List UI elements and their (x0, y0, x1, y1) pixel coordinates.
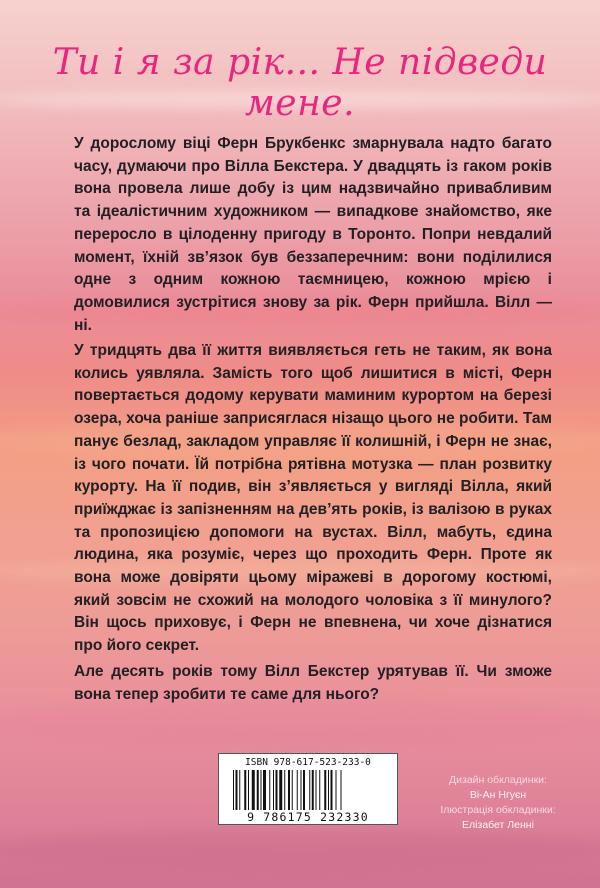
barcode-bar (263, 770, 266, 810)
barcode-bar (297, 770, 298, 810)
barcode-bar (276, 770, 278, 810)
blurb-paragraph-2: У тридцять два її життя виявляється геть не таким, як вона колись уявляла. Замість того щоб лишитися в місті, Ферн повертається додому керувати маминим курортом на березі озера, хоча раніше заприсяглася нізащо цього не робити. Там панує безлад, закладом управляє її колишній, і Ферн не знає, із чого почати. Їй потрібна рятівна мотузка — план розвитку курорту. На її подив, він з’являється у вигляді Вілла, який приїжджає із запізненням на дев’ять років, із валізою в руках та пропозицією допомоги на вустах. Вілл, мабуть, єдина людина, яка розуміє, через що проходить Ферн. Проте як вона може довіряти цьому міражеві в дорогому костюмі, який зовсім не схожий на молодого чоловіка з її минулого? Він щось приховує, і Ферн не впевнена, чи хоче дізнатися про його секрет. (74, 342, 552, 655)
barcode-bar (257, 770, 259, 810)
barcode-bar (303, 770, 305, 810)
barcode-bar (331, 770, 333, 810)
paint-streak (0, 700, 600, 750)
barcode-bar (248, 770, 249, 810)
barcode-bar (341, 770, 342, 810)
barcode-bar (319, 770, 320, 810)
barcode-bar (324, 770, 326, 810)
tagline: Ти і я за рік... Не підведи мене. (52, 42, 548, 124)
blurb-paragraph-3: Але десять років тому Вілл Бекстер урятував її. Чи зможе вона тепер зробити те саме для нього? (74, 663, 552, 703)
illustration-role: Ілюстрація обкладинки: (440, 804, 556, 816)
barcode-bar (273, 770, 274, 810)
barcode-bar (301, 770, 302, 810)
barcode-bar (336, 770, 337, 810)
barcode-bar (269, 770, 270, 810)
barcode-block (218, 753, 398, 825)
illustration-name: Елізабет Ленні (462, 819, 534, 831)
cover-design-role: Дизайн обкладинки: (449, 774, 547, 786)
cover-design-name: Ві-Ан Нгуєн (469, 789, 527, 801)
barcode-bars (233, 770, 389, 810)
barcode-bar (261, 770, 262, 810)
paint-streak (0, 830, 600, 870)
barcode-bar (312, 770, 314, 810)
barcode-bar (239, 770, 240, 810)
barcode-bar (288, 770, 290, 810)
cover-credits (398, 773, 598, 833)
barcode-bar (309, 770, 310, 810)
barcode-bar (328, 770, 329, 810)
barcode-digits: 9 786175 232330 (247, 810, 369, 824)
barcode-bar (292, 770, 293, 810)
barcode-bar (236, 770, 238, 810)
isbn-label: ISBN 978-617-523-233-0 (245, 757, 371, 768)
barcode-bar (233, 770, 234, 810)
blurb-paragraph-1: У дорослому віці Ферн Брукбенкс змарнувала надто багато часу, думаючи про Вілла Бекстера. У двадцять із гаком років вона провела лише добу із цим надзвичайно привабливим та ідеалістичним художником — випадкове знайомство, яке переросло в цілоденну пригоду в Торонто. Попри невдалий момент, їхній зв’язок був беззаперечним: вони поділилися одне з одним кожною таємницею, кожною мрією і домовилися зустрітися знову за рік. Ферн прийшла. Вілл — ні. (74, 135, 552, 334)
barcode-bar (252, 770, 255, 810)
barcode-bar (316, 770, 317, 810)
barcode-bar (244, 770, 246, 810)
barcode-bar (284, 770, 285, 810)
barcode-bar (279, 770, 282, 810)
